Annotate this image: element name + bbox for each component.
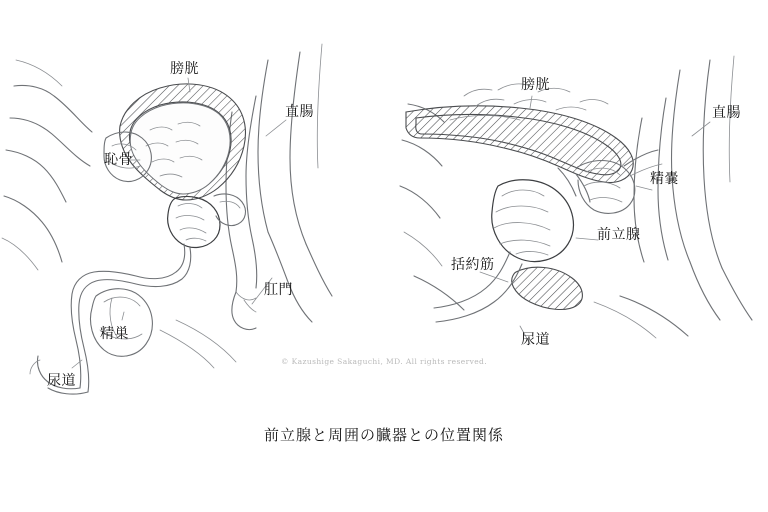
left-panel-illustration [0,0,380,400]
right-panel-illustration [380,0,768,400]
label-bladder-right: 膀胱 [521,77,550,93]
label-prostate: 前立腺 [597,227,641,243]
label-sphincter: 括約筋 [451,257,495,273]
label-seminal-vesicle: 精嚢 [650,171,679,187]
label-rectum-right: 直腸 [712,105,741,121]
label-bladder-left: 膀胱 [170,61,199,77]
label-urethra-left: 尿道 [47,373,76,389]
label-rectum-left: 直腸 [285,104,314,120]
label-testis: 精巣 [100,326,129,342]
label-pubic-bone: 恥骨 [104,152,133,168]
label-anus: 肛門 [264,282,293,298]
right-panel-svg [380,0,768,400]
copyright-notice: © Kazushige Sakaguchi, MD. All rights reserved. [280,357,488,366]
left-panel-svg [0,0,380,400]
figure-caption: 前立腺と周囲の臓器との位置関係 [263,426,504,444]
label-urethra-right: 尿道 [521,332,550,348]
